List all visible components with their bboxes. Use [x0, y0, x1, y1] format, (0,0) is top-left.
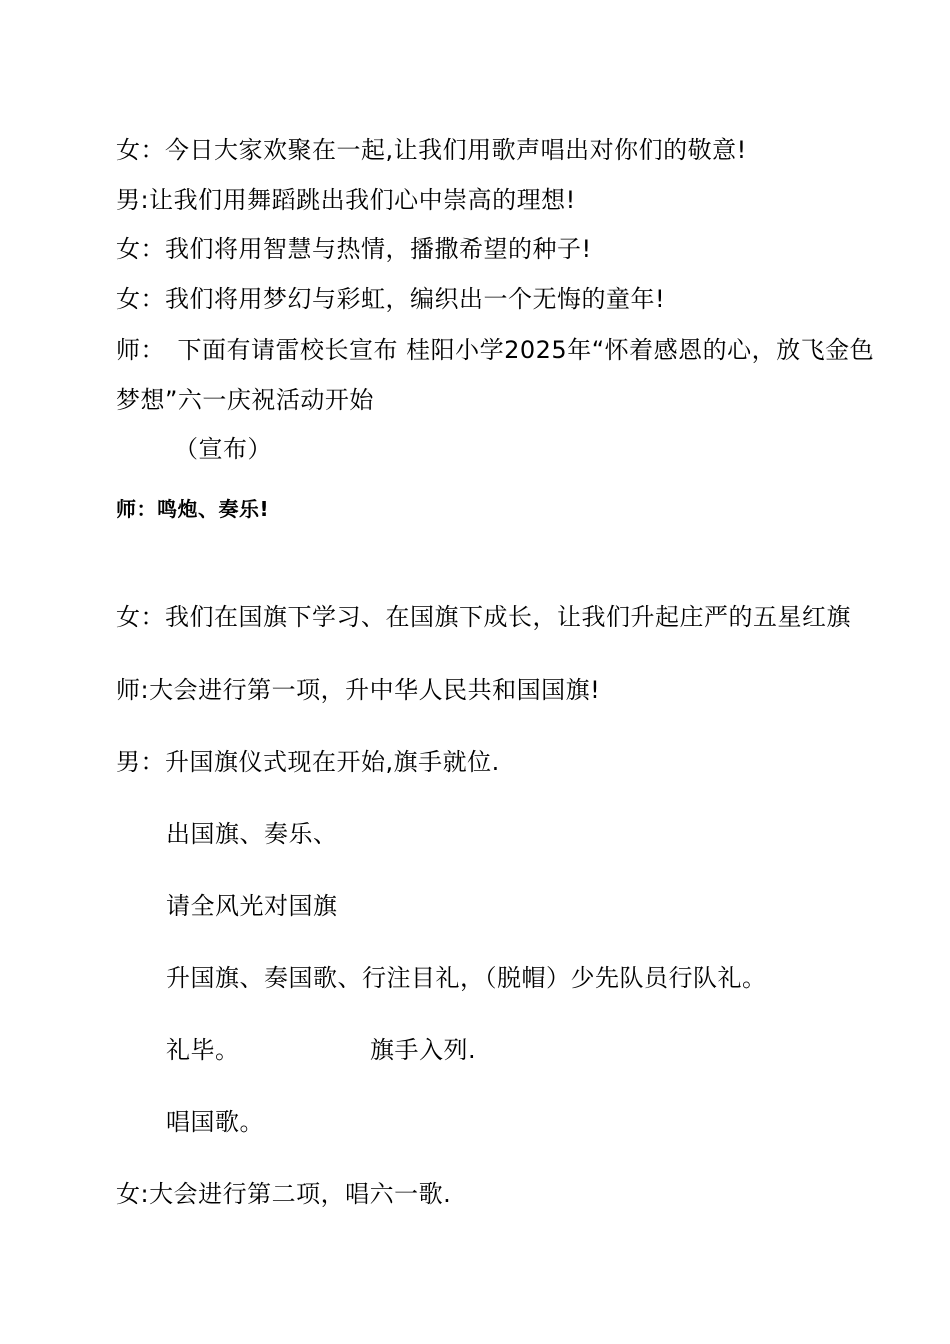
script-line-female-flag-raise: 女：我们在国旗下学习、在国旗下成长，让我们升起庄严的五星红旗	[116, 603, 851, 631]
script-line-female-item-two: 女:大会进行第二项，唱六一歌.	[116, 1180, 452, 1208]
script-line-salute-end: 礼毕。	[166, 1036, 240, 1064]
script-line-announce-note: （宣布）	[174, 435, 272, 463]
script-line-female-wisdom: 女：我们将用智慧与热情，播撒希望的种子!	[116, 235, 592, 263]
script-line-teacher-item-one: 师:大会进行第一项，升中华人民共和国国旗!	[116, 676, 601, 704]
script-line-teacher-announcement: 师： 下面有请雷校长宣布 桂阳小学2025年“怀着感恩的心，放飞金色梦想”六一庆祝活动开始	[116, 336, 875, 414]
script-line-raise-flag: 升国旗、奏国歌、行注目礼，（脱帽）少先队员行队礼。	[166, 964, 767, 992]
script-line-male-dance: 男:让我们用舞蹈跳出我们心中崇高的理想!	[116, 186, 576, 214]
script-line-female-rainbow: 女：我们将用梦幻与彩虹，编织出一个无悔的童年!	[116, 285, 666, 313]
script-line-salute-end-row	[166, 1034, 477, 1066]
script-line-male-ceremony-start: 男：升国旗仪式现在开始,旗手就位.	[116, 748, 500, 776]
script-line-sing-anthem: 唱国歌。	[166, 1108, 264, 1136]
script-line-flag-bearers-return: 旗手入列.	[370, 1036, 477, 1064]
script-line-flag-out: 出国旗、奏乐、	[166, 820, 338, 848]
script-line-face-flag: 请全风光对国旗	[166, 892, 338, 920]
script-line-teacher-firecrackers: 师：鸣炮、奏乐!	[116, 497, 270, 521]
script-line-female-welcome: 女：今日大家欢聚在一起,让我们用歌声唱出对你们的敬意!	[116, 136, 747, 164]
